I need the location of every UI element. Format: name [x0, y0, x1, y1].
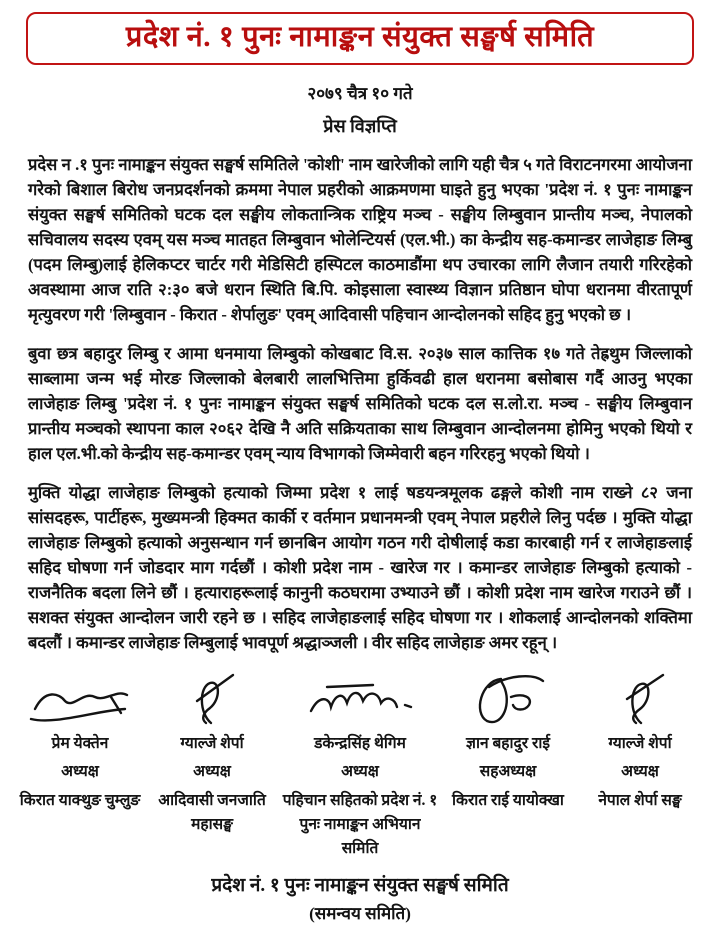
signature-4-icon: [444, 669, 572, 727]
signatory-2-role: अध्यक्ष: [193, 763, 231, 781]
signatory-1-name: प्रेम येक्तेन: [51, 735, 109, 753]
signatory-2-org: आदिवासी जनजाति महासङ्घ: [158, 792, 266, 834]
document-date: २०७९ चैत्र १० गते: [307, 84, 413, 104]
paragraph-1: प्रदेस न .१ पुनः नामाङ्कन संयुक्त सङ्घर्ष समितिले 'कोशी' नाम खारेजीको लागि यही चैत्र ५ गते विराटनगरमा आयोजना गरेको बिशाल बिरोध जनप्रदर्शनको क्रममा नेपाल प्रहरीको आक्रमणमा घाइते हुनु भएका 'प्रदेश नं. १ पुनः नामाङ्कन संयुक्त सङ्घर्ष समितिको घटक दल सङ्घीय लोकतान्त्रिक राष्ट्रिय मञ्च - सङ्घीय लिम्बुवान प्रान्तीय मञ्च, नेपालको सचिवालय सदस्य एवम् यस मञ्च मातहत लिम्बुवान भोलेन्टियर्स (एल.भी.) का केन्द्रीय सह-कमान्डर लाजेहाङ लिम्बु (पदम लिम्बु)लाई हेलिकप्टर चार्टर गरी मेडिसिटी हस्पिटल काठमाडौंमा थप उचारका लागि लैजान तयारी गरिरहेको अवस्थामा आज राति २:३० बजे धरान स्थिति बि.पि. कोइसाला स्वास्थ्य विज्ञान प्रतिष्ठान घोपा धरानमा वीरतापूर्ण मृत्युवरण गरी 'लिम्बुवान - किरात - शेर्पालुङ' एवम् आदिवासी पहिचान आन्दोलनको सहिद हुनु भएको छ ।: [28, 155, 693, 325]
signatory-3-org: पहिचान सहितको प्रदेश नं. १ पुनः नामाङ्कन अभियान समिति: [282, 792, 438, 858]
signatory-1-org: किरात याक्थुङ चुम्लुङ: [19, 792, 141, 810]
footer-coordination-label: (समन्वय समिति): [309, 904, 411, 924]
body-text: [28, 152, 692, 655]
signature-5-icon: [576, 669, 704, 727]
signatory-5-name: ग्याल्जे शेर्पा: [608, 735, 672, 753]
signatory-4-name: ज्ञान बहादुर राई: [466, 735, 550, 753]
signature-1-icon: [16, 669, 144, 727]
paragraph-3: मुक्ति योद्धा लाजेहाङ लिम्बुको हत्याको जिम्मा प्रदेश १ लाई षडयन्त्रमूलक ढङ्गले कोशी नाम राख्ने ८२ जना सांसदहरू, पार्टीहरू, मुख्यमन्त्री हिक्मत कार्की र वर्तमान प्रधानमन्त्री एवम् नेपाल प्रहरीले लिनु पर्दछ । मुक्ति योद्धा लाजेहाङ लिम्बुको हत्याको अनुसन्धान गर्न छानबिन आयोग गठन गरी दोषीलाई कडा कारबाही गर्न र लाजेहाङलाई सहिद घोषणा गर्न जोडदार माग गर्दछौं । कोशी प्रदेश नाम - खारेज गर । कमान्डर लाजेहाङ लिम्बुको हत्याको - राजनैतिक बदला लिने छौं । हत्याराहरूलाई कानुनी कठघरामा उभ्याउने छौं । कोशी प्रदेश नाम खारेज गराउने छौं । सशक्त संयुक्त आन्दोलन जारी रहने छ । सहिद लाजेहाङलाई सहिद घोषणा गर । शोकलाई आन्दोलनको शक्तिमा बदलौं । कमान्डर लाजेहाङ लिम्बुलाई भावपूर्ण श्रद्धाञ्जली । वीर सहिद लाजेहाङ अमर रहून् ।: [28, 483, 692, 653]
signature-3-icon: [280, 669, 440, 727]
signatory-1: [14, 669, 146, 813]
signatory-4: [442, 669, 574, 813]
signatory-5: [574, 669, 706, 813]
signatory-1-role: अध्यक्ष: [61, 763, 99, 781]
signatory-3-role: अध्यक्ष: [341, 763, 379, 781]
signature-row: [14, 669, 706, 861]
signatory-4-role: सहअध्यक्ष: [479, 763, 537, 781]
signature-2-icon: [148, 669, 276, 727]
signatory-4-org: किरात राई यायोक्खा: [452, 792, 564, 810]
signatory-3: [278, 669, 442, 861]
signatory-3-name: डकेन्द्रसिंह थेगिम: [314, 735, 406, 753]
signatory-2: [146, 669, 278, 837]
title-border-box: [26, 12, 694, 65]
signatory-2-name: ग्याल्जे शेर्पा: [180, 735, 244, 753]
footer: [0, 871, 720, 924]
document-subtitle: प्रेस विज्ञप्ति: [323, 116, 397, 137]
signatory-5-org: नेपाल शेर्पा सङ्घ: [598, 792, 682, 810]
paragraph-2: बुवा छत्र बहादुर लिम्बु र आमा धनमाया लिम्बुको कोखबाट वि.स. २०३७ साल कात्तिक १७ गते तेह्रथुम जिल्लाको साब्लामा जन्म भई मोरङ जिल्लाको बेलबारी लालभित्तिमा हुर्किवढी हाल धरानमा बसोबास गर्दै आउनु भएका लाजेहाङ लिम्बु 'प्रदेश नं. १ पुनः नामाङ्कन संयुक्त सङ्घर्ष समितिको घटक दल स.लो.रा. मञ्च - सङ्घीय लिम्बुवान प्रान्तीय मञ्चको स्थापना काल २०६२ देखि नै अति सक्रियताका साथ लिम्बुवान आन्दोलनमा होमिनु भएको थियो र हाल एल.भी.को केन्द्रीय सह-कमान्डर एवम् न्याय विभागको जिम्मेवारी बहन गरिरहनु भएको थियो ।: [28, 344, 692, 464]
signatory-5-role: अध्यक्ष: [621, 763, 659, 781]
footer-committee-name: प्रदेश नं. १ पुनः नामाङ्कन संयुक्त सङ्घर्ष समिति: [211, 875, 509, 897]
page-title: प्रदेश नं. १ पुनः नामाङ्कन संयुक्त सङ्घर्ष समिति: [125, 21, 595, 53]
